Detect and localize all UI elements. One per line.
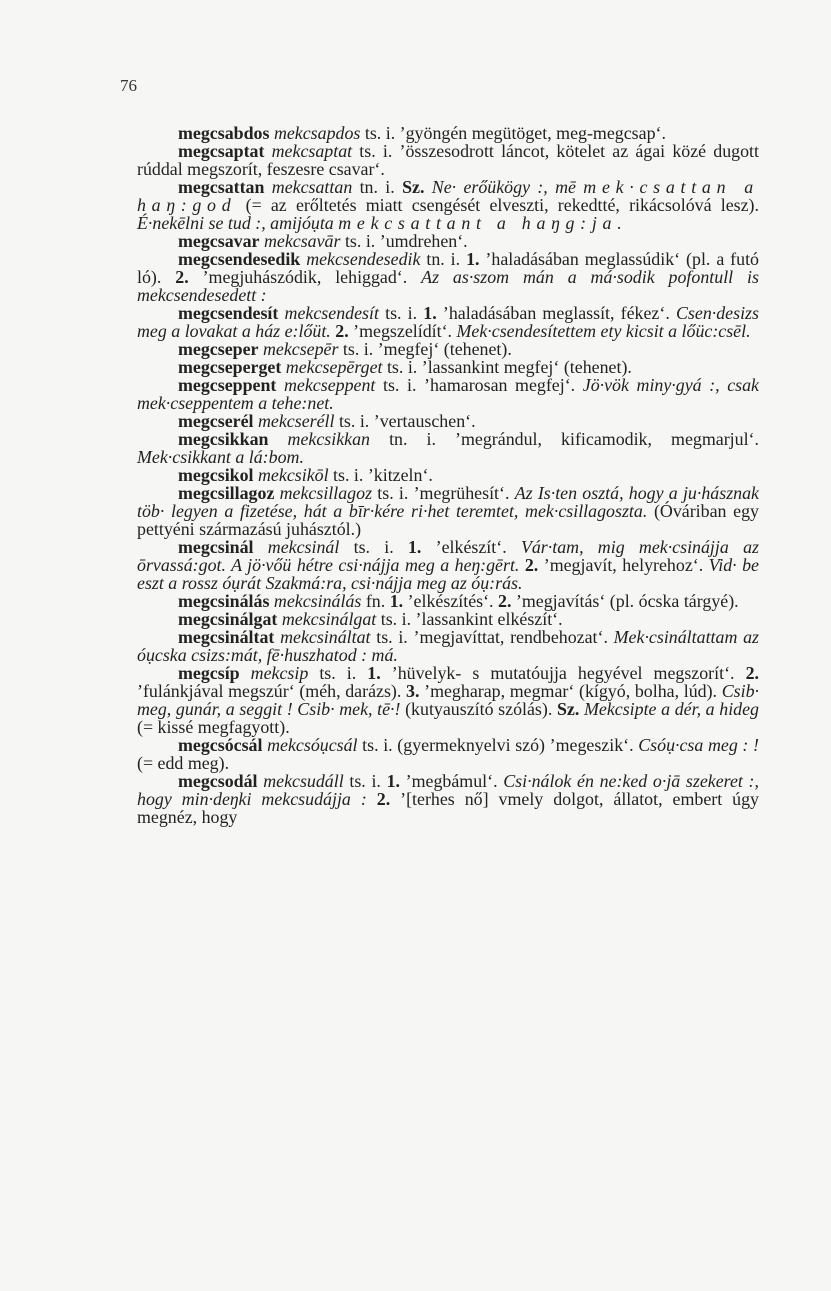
headword: megcsattan <box>178 177 265 197</box>
dictionary-entry <box>137 178 759 232</box>
entry-text: ’elkészít‘. <box>421 537 521 557</box>
italic-text: Csen·desizs meg a lovakat a ház e:lőüt. <box>137 303 759 341</box>
italic-text: Mek·csikkant a lá:bom. <box>137 447 304 467</box>
entry-text: ’megjavít, helyrehoz‘. <box>538 555 709 575</box>
entry-text: (Óváriban egy pettyéni származású juhásztól.) <box>137 501 759 539</box>
entry-text: ’[terhes nő] vmely dolgot, állatot, embert úgy megnéz, hogy <box>137 789 759 827</box>
page-number: 76 <box>120 76 137 95</box>
dictionary-entry <box>137 772 759 826</box>
dictionary-entry <box>137 430 759 466</box>
italic-text: Csib· meg, gunár, a seggit ! Csib· mek, tē·! <box>137 681 759 719</box>
entry-text: ’elkészítés‘. <box>403 591 499 611</box>
italic-text: mekcsendesít <box>284 303 379 323</box>
headword: 1. <box>389 591 404 611</box>
entry-text: (kutyauszító szólás). <box>400 699 557 719</box>
entry-text: ts. i. ’gyöngén megütöget, meg-megcsap‘. <box>360 123 666 143</box>
dictionary-entry <box>137 250 759 304</box>
entry-text: ts. i. ’megrühesít‘. <box>372 483 515 503</box>
dictionary-entry <box>137 538 759 592</box>
entry-text <box>264 141 271 161</box>
entry-text: tn. i. <box>352 177 403 197</box>
italic-text: mekcsinál <box>267 537 340 557</box>
headword: Sz. <box>556 699 580 719</box>
italic-text: Vár·tam, mig mek·csinájja az ōrvassá:got. A jö·vőü hétre csi·nájja meg a heŋ:gērt. <box>137 537 759 575</box>
headword: 2. <box>498 591 512 611</box>
entry-text <box>276 375 284 395</box>
headword: megcsaptat <box>178 141 265 161</box>
headword: megcsináltat <box>178 627 275 647</box>
spaced-text: mekcsattant a haŋg:ja. <box>338 213 628 233</box>
entry-text: ’hüvelyk- s mutatóujja hegyével megszorít‘. <box>380 663 746 683</box>
italic-text: Ne· erőükögy :, mē <box>431 177 576 197</box>
headword: megcsodál <box>178 771 258 791</box>
headword: Sz. <box>402 177 425 197</box>
dictionary-entry <box>137 466 759 484</box>
entry-text: ’haladásában meglassúdik‘ (pl. a futó ló). <box>137 249 760 287</box>
headword: 2. <box>335 321 349 341</box>
entry-text: ts. i. <box>343 771 387 791</box>
dictionary-entry <box>137 412 759 430</box>
entry-text: (= edd meg). <box>137 753 230 773</box>
headword: 2. <box>376 789 391 809</box>
italic-text: mekcsikkan <box>287 429 370 449</box>
dictionary-entry <box>137 736 759 772</box>
dictionary-entry <box>137 610 759 628</box>
headword: megcsócsál <box>178 735 263 755</box>
entry-text: ts. i. ’összesodrott láncot, kötelet az ágai közé dugott rúddal megszorít, feszesre csavar‘. <box>137 141 759 179</box>
headword: megcsendesít <box>178 303 279 323</box>
italic-text: mekcsepēr <box>262 339 339 359</box>
entry-text: ’megszelídít‘. <box>348 321 457 341</box>
italic-text: É·nekēlni se tud :, amijóụta <box>137 213 334 233</box>
entry-text: tn. i. ’megrándul, kificamodik, megmarjul‘. <box>370 429 759 449</box>
dictionary-entry <box>137 304 759 340</box>
italic-text: Az as·szom mán a má·sodik pofontull is mekcsendesedett : <box>137 267 759 305</box>
headword: megcserél <box>178 411 254 431</box>
entry-text: fn. <box>361 591 390 611</box>
italic-text: mekcsinálás <box>273 591 362 611</box>
headword: megcsinál <box>178 537 254 557</box>
dictionary-entry <box>137 358 759 376</box>
italic-text: mekcsikōl <box>258 465 329 485</box>
italic-text: Vid· be eszt a rossz óụrát Szakmá:ra, csi·nájja meg az óụ:rás. <box>137 555 759 593</box>
headword: megcsabdos <box>178 123 270 143</box>
italic-text: mekcsináltat <box>280 627 371 647</box>
italic-text: mekcsudáll <box>263 771 344 791</box>
entry-text: ’fulánkjával megszúr‘ (méh, darázs). <box>137 681 407 701</box>
italic-text: Mek·csináltattam az óụcska csizs:mát, fē·huszhatod : má. <box>137 627 759 665</box>
headword: 1. <box>466 249 480 269</box>
italic-text: mekcsavār <box>263 231 341 251</box>
dictionary-entry <box>137 232 759 250</box>
italic-text: mekcsendesedik <box>306 249 421 269</box>
headword: megcsendesedik <box>178 249 301 269</box>
entry-text: ts. i. <box>339 537 408 557</box>
italic-text: mekcsepērget <box>285 357 383 377</box>
entry-text: ts. i. ’kitzeln‘. <box>328 465 433 485</box>
headword: 3. <box>406 681 420 701</box>
italic-text: mekcsinálgat <box>281 609 377 629</box>
italic-text: Mek·csendesítettem ety kicsit a lőüc:csēl. <box>456 321 751 341</box>
entries-column <box>137 124 759 826</box>
entry-text: ’megharap, megmar‘ (kígyó, bolha, lúd). <box>419 681 722 701</box>
entry-text: ’megjavítás‘ (pl. ócska tárgyé). <box>511 591 739 611</box>
spaced-text: mek·csattan a haŋ:god <box>137 177 759 215</box>
headword: megcsíp <box>178 663 240 683</box>
italic-text: mekcseréll <box>257 411 335 431</box>
entry-text: ts. i. <box>308 663 368 683</box>
dictionary-entry <box>137 628 759 664</box>
entry-text <box>268 429 287 449</box>
entry-text: ’megjuhászódik, lehiggad‘. <box>188 267 422 287</box>
entry-text: tn. i. <box>420 249 467 269</box>
entry-text: (= az erőltetés miatt csengését elveszti, rekedtté, rikácsolóvá lesz). <box>236 195 759 215</box>
entry-text: ts. i. ’lassankint megfej‘ (tehenet). <box>382 357 632 377</box>
italic-text: Csóụ·csa meg : ! <box>638 735 759 755</box>
italic-text: mekcsóụcsál <box>267 735 358 755</box>
headword: megcsinálgat <box>178 609 278 629</box>
entry-text <box>264 177 271 197</box>
italic-text: mekcsattan <box>271 177 353 197</box>
italic-text: mekcsillagoz <box>279 483 373 503</box>
headword: 2. <box>524 555 539 575</box>
headword: megcsikkan <box>178 429 269 449</box>
entry-text <box>254 537 268 557</box>
entry-text: ’megbámul‘. <box>399 771 504 791</box>
headword: 1. <box>423 303 437 323</box>
entry-text: ts. i. ’lassankint elkészít‘. <box>376 609 563 629</box>
italic-text: mekcsaptat <box>271 141 353 161</box>
headword: 2. <box>745 663 759 683</box>
headword: megcseper <box>178 339 259 359</box>
entry-text: ts. i. ’megfej‘ (tehenet). <box>338 339 512 359</box>
italic-text: Mekcsipte a dér, a hideg <box>583 699 759 719</box>
italic-text: mekcseppent <box>283 375 376 395</box>
entry-text: ts. i. (gyermeknyelvi szó) ’megeszik‘. <box>357 735 639 755</box>
dictionary-entry <box>137 340 759 358</box>
entry-text: ts. i. ’umdrehen‘. <box>340 231 468 251</box>
headword: megcsillagoz <box>178 483 275 503</box>
italic-text: Jö·vök miny·gyá :, csak mek·cseppentem a tehe:net. <box>137 375 760 413</box>
entry-text: ts. i. ’hamarosan megfej‘. <box>375 375 583 395</box>
entry-text <box>367 789 377 809</box>
headword: megcseperget <box>178 357 282 377</box>
italic-text: Csi·nálok én ne:ked o·jā szekeret :, hogy min·deŋki mekcsudájja : <box>137 771 759 809</box>
entry-text <box>240 663 251 683</box>
dictionary-entry <box>137 142 759 178</box>
headword: 2. <box>175 267 189 287</box>
entry-text: (= kissé megfagyott). <box>137 717 290 737</box>
dictionary-entry <box>137 664 759 736</box>
entry-text: ’haladásában meglassít, fékez‘. <box>436 303 676 323</box>
entry-text: ts. i. ’megjavíttat, rendbehozat‘. <box>370 627 614 647</box>
italic-text: mekcsapdos <box>273 123 361 143</box>
italic-text: Az Is·ten osztá, hogy a ju·hásznak töb· legyen a fizetése, hát a bīr·kére ri·het teremtet, mek·csillagoszta. <box>137 483 759 521</box>
headword: 1. <box>386 771 400 791</box>
dictionary-entry <box>137 376 759 412</box>
headword: megcsinálás <box>178 591 270 611</box>
entry-text <box>424 177 431 197</box>
italic-text: mekcsip <box>250 663 309 683</box>
dictionary-entry <box>137 592 759 610</box>
headword: 1. <box>407 537 422 557</box>
headword: megcsikol <box>178 465 254 485</box>
entry-text: ts. i. <box>378 303 424 323</box>
dictionary-entry <box>137 124 759 142</box>
headword: 1. <box>367 663 381 683</box>
entry-text: ts. i. ’vertauschen‘. <box>334 411 476 431</box>
headword: megcseppent <box>178 375 277 395</box>
dictionary-entry <box>137 484 759 538</box>
headword: megcsavar <box>178 231 260 251</box>
